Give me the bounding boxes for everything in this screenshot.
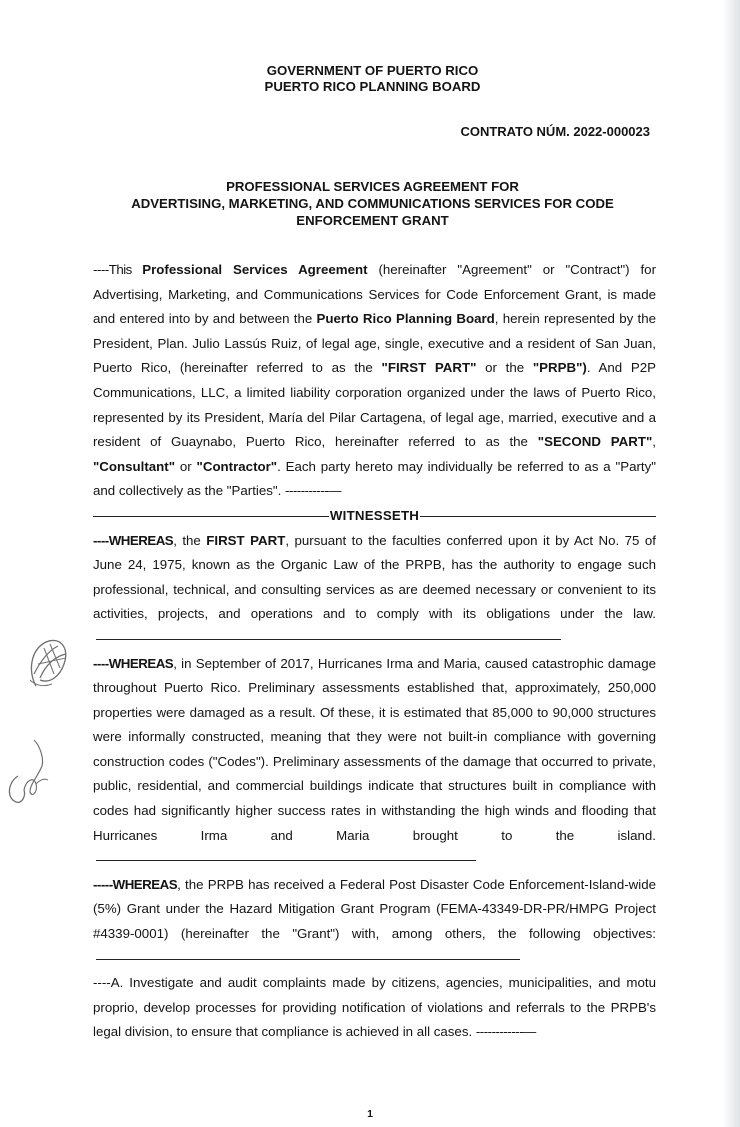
title-line-1: PROFESSIONAL SERVICES AGREEMENT FOR bbox=[226, 179, 519, 194]
margin-initials-2 bbox=[4, 736, 54, 810]
whereas-paragraph-1: ----WHEREAS, the FIRST PART, pursuant to the faculties conferred upon it by Act No. 75 of June 24, 1975, known as the Organic Law of the PRPB, has the authority to engage such professional, technical, and consulting services as are deemed necessary or convenient to its activities, projects, and operations and to comply with its obligations under the law. bbox=[93, 529, 656, 652]
agreement-title bbox=[60, 178, 685, 229]
planning-board-term: Puerto Rico Planning Board bbox=[316, 311, 495, 327]
witnesseth-rule-left bbox=[93, 516, 329, 517]
item-a-paragraph: ----A. Investigate and audit complaints made by citizens, agencies, municipalities, and motu proprio, develop processes for providing notification of violations and referrals to the PRPB's legal division, to ensure that compliance is achieved in all cases. ------------— bbox=[93, 975, 656, 1040]
prpb-term: "PRPB") bbox=[532, 360, 587, 376]
filler-rule bbox=[96, 959, 520, 960]
second-part-term: "SECOND PART" bbox=[537, 434, 653, 450]
filler-rule bbox=[96, 639, 561, 640]
title-line-3: ENFORCEMENT GRANT bbox=[296, 213, 449, 228]
intro-paragraph: ----This Professional Services Agreement (hereinafter "Agreement" or "Contract") for Advertising, Marketing, and Communications Services for Code Enforcement Grant, is made and entered into by and between the Puerto Rico Planning Board, herein represented by the President, Plan. Julio Lassús Ruiz, of legal age, single, executive and a resident of San Juan, Puerto Rico, (hereinafter referred to as the "FIRST PART" or the "PRPB"). And P2P Communications, LLC, a limited liability corporation organized under the laws of Puerto Rico, represented by its President, María del Pilar Cartagena, of legal age, married, executive and a resident of Guaynabo, Puerto Rico, hereinafter referred to as the "SECOND PART", "Consultant" or "Contractor". Each party hereto may individually be referred to as a "Party" and collectively as the "Parties". -----------— bbox=[93, 262, 657, 499]
agreement-term: Professional Services Agreement bbox=[142, 262, 368, 277]
header-government: GOVERNMENT OF PUERTO RICO bbox=[266, 63, 479, 78]
margin-initials-1 bbox=[20, 628, 78, 694]
contract-number: CONTRATO NÚM. 2022-000023 bbox=[460, 124, 650, 139]
title-line-2: ADVERTISING, MARKETING, AND COMMUNICATIONS SERVICES FOR CODE bbox=[131, 196, 614, 211]
first-part-term: "FIRST PART" bbox=[381, 360, 477, 376]
page-number: 1 bbox=[367, 1108, 373, 1120]
header-planning-board: PUERTO RICO PLANNING BOARD bbox=[264, 79, 481, 94]
consultant-term: "Consultant" bbox=[93, 458, 176, 474]
intro-trailing-dashes: -----------— bbox=[285, 483, 342, 499]
page-edge-shadow bbox=[722, 0, 740, 1127]
document-header bbox=[0, 63, 740, 95]
item-a-trailing-dashes: ------------— bbox=[475, 1024, 536, 1040]
filler-rule bbox=[96, 860, 476, 861]
witnesseth-rule-right bbox=[420, 516, 656, 517]
witnesseth-label: WITNESSETH bbox=[329, 507, 420, 523]
agreement-body bbox=[93, 258, 656, 1045]
contractor-term: "Contractor" bbox=[196, 458, 278, 474]
whereas-paragraph-2: ----WHEREAS, in September of 2017, Hurricanes Irma and Maria, caused catastrophic damage throughout Puerto Rico. Preliminary assessments established that, approximately, 250,000 properties were damaged as a result. Of these, it is estimated that 85,000 to 90,000 structures were informally constructed, meaning that they were not built-in compliance with governing construction codes ("Codes"). Preliminary assessments of the damage that occurred to private, public, residential, and commercial buildings indicate that structures built in compliance with codes had significantly higher success rates in withstanding the high winds and flooding that Hurricanes Irma and Maria brought to the island. bbox=[93, 652, 656, 873]
whereas-paragraph-3: -----WHEREAS, the PRPB has received a Federal Post Disaster Code Enforcement-Island-wide (5%) Grant under the Hazard Mitigation Grant Program (FEMA-43349-DR-PR/HMPG Project #4339-0001) (hereinafter the "Grant") with, among others, the following objectives: bbox=[93, 873, 656, 971]
witnesseth-heading bbox=[93, 504, 656, 529]
